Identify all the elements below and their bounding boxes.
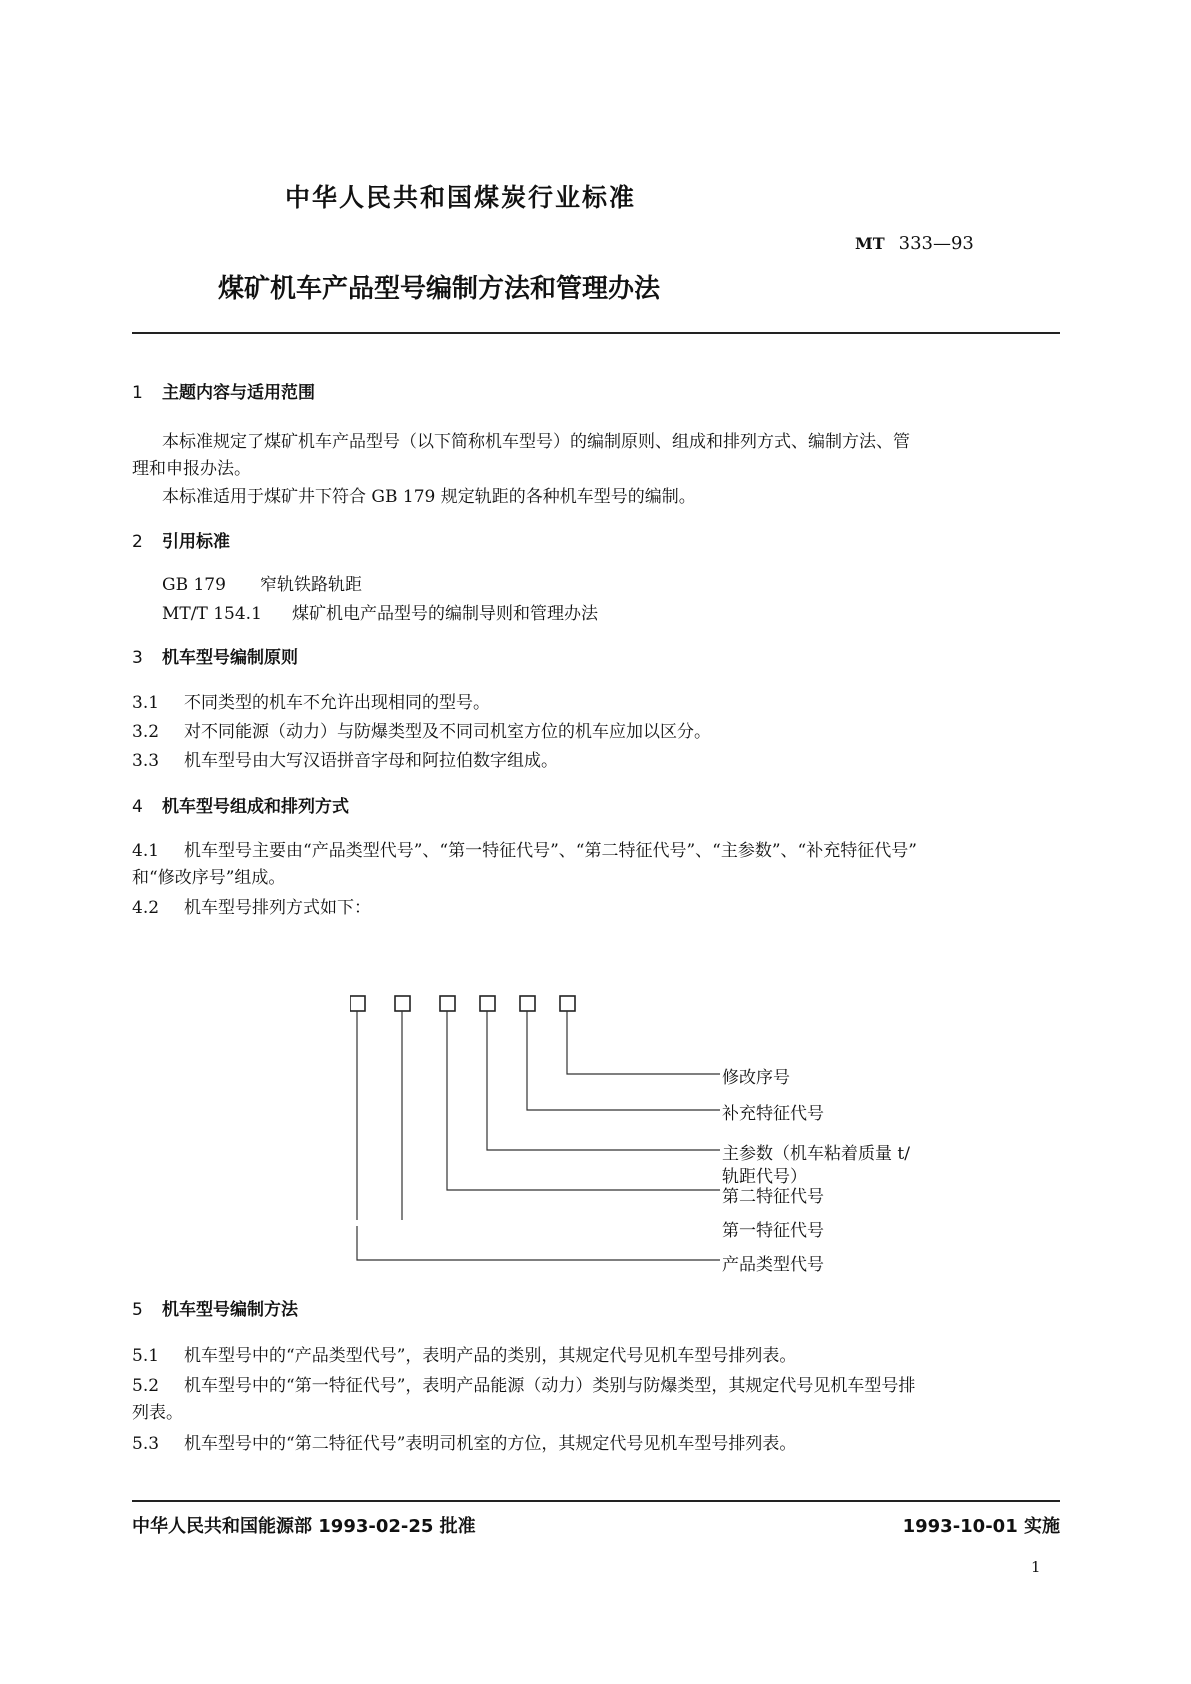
placeholder-box	[480, 996, 495, 1011]
clause-5-2-line1	[132, 1371, 915, 1396]
footer-divider	[132, 1500, 1060, 1502]
model-arrangement-diagram	[350, 990, 730, 1220]
diagram-label-revision: 修改序号	[722, 1068, 790, 1088]
reference-code: GB 179	[162, 575, 226, 595]
clause-number: 4.1	[132, 841, 160, 861]
reference-name: 窄轨铁路轨距	[260, 575, 362, 595]
clause-number: 5.3	[132, 1434, 160, 1454]
standard-code-number: 333—93	[898, 233, 974, 254]
reference-name: 煤矿机电产品型号的编制导则和管理办法	[292, 604, 598, 624]
diagram-label-main-parameter: 主参数（机车粘着质量 t/	[722, 1144, 910, 1164]
section-number: 1	[132, 383, 143, 403]
connector-line	[487, 1011, 720, 1150]
clause-number: 3.3	[132, 751, 160, 771]
clause-5-1	[132, 1341, 796, 1366]
section-number: 2	[132, 532, 143, 552]
section-title: 机车型号组成和排列方式	[162, 797, 349, 817]
header-divider	[132, 332, 1060, 334]
standard-code	[855, 233, 974, 254]
section-2-heading	[132, 527, 230, 552]
reference-item	[162, 599, 598, 624]
diagram-label-supplementary: 补充特征代号	[722, 1104, 824, 1124]
clause-number: 4.2	[132, 898, 160, 918]
clause-text: 机车型号由大写汉语拼音字母和阿拉伯数字组成。	[184, 751, 558, 771]
section-5-heading	[132, 1295, 298, 1320]
sec1-para2: 本标准适用于煤矿井下符合 GB 179 规定轨距的各种机车型号的编制。	[162, 487, 696, 507]
section-number: 3	[132, 648, 143, 668]
clause-text: 机车型号中的“产品类型代号”，表明产品的类别，其规定代号见机车型号排列表。	[184, 1346, 797, 1366]
clause-text: 机车型号排列方式如下：	[184, 898, 371, 918]
clause-3-2	[132, 717, 711, 742]
diagram-label-main-parameter-cont: 轨距代号）	[722, 1167, 807, 1187]
clause-number: 5.1	[132, 1346, 160, 1366]
clause-3-1	[132, 688, 490, 713]
clause-text: 对不同能源（动力）与防爆类型及不同司机室方位的机车应加以区分。	[184, 722, 711, 742]
clause-4-1-line2: 和“修改序号”组成。	[132, 868, 286, 888]
connector-line	[402, 1011, 720, 1220]
clause-3-3	[132, 746, 558, 771]
clause-text: 机车型号主要由“产品类型代号”、“第一特征代号”、“第二特征代号”、“主参数”、“补充特征代号”	[184, 841, 917, 861]
section-title: 机车型号编制方法	[162, 1300, 298, 1320]
section-number: 4	[132, 797, 143, 817]
clause-number: 3.2	[132, 722, 160, 742]
reference-item	[162, 570, 362, 595]
section-4-heading	[132, 792, 349, 817]
connector-line	[527, 1011, 720, 1110]
clause-4-1-line1	[132, 836, 917, 861]
connector-line	[447, 1011, 720, 1190]
placeholder-box	[440, 996, 455, 1011]
standard-category-heading: 中华人民共和国煤炭行业标准	[285, 183, 637, 212]
section-title: 机车型号编制原则	[162, 648, 298, 668]
connector-line	[567, 1011, 720, 1074]
section-title: 引用标准	[162, 532, 230, 552]
sec1-para1-line1: 本标准规定了煤矿机车产品型号（以下简称机车型号）的编制原则、组成和排列方式、编制方法、管	[162, 432, 910, 452]
sec1-para1-line2: 理和申报办法。	[132, 459, 251, 479]
diagram-label-product-type: 产品类型代号	[722, 1255, 824, 1275]
clause-text: 机车型号中的“第一特征代号”，表明产品能源（动力）类别与防爆类型，其规定代号见机车型号排	[184, 1376, 916, 1396]
section-title: 主题内容与适用范围	[162, 383, 315, 403]
diagram-label-second-feature: 第二特征代号	[722, 1187, 824, 1207]
section-3-heading	[132, 643, 298, 668]
document-title: 煤矿机车产品型号编制方法和管理办法	[218, 274, 661, 304]
section-1-heading	[132, 378, 315, 403]
connector-line	[357, 1226, 720, 1260]
effective-date: 1993-10-01 实施	[902, 1516, 1060, 1537]
clause-number: 5.2	[132, 1376, 160, 1396]
standard-code-prefix: MT	[855, 234, 885, 253]
placeholder-box	[395, 996, 410, 1011]
connector-line	[357, 1011, 720, 1220]
placeholder-box	[350, 996, 365, 1011]
clause-5-2-line2: 列表。	[132, 1403, 183, 1423]
approval-statement: 中华人民共和国能源部 1993-02-25 批准	[132, 1516, 476, 1537]
placeholder-box	[560, 996, 575, 1011]
diagram-continuation	[350, 1226, 720, 1266]
page-number: 1	[1031, 1558, 1041, 1576]
clause-4-2	[132, 893, 371, 918]
section-number: 5	[132, 1300, 143, 1320]
clause-text: 不同类型的机车不允许出现相同的型号。	[184, 693, 490, 713]
clause-text: 机车型号中的“第二特征代号”表明司机室的方位，其规定代号见机车型号排列表。	[184, 1434, 797, 1454]
placeholder-box	[520, 996, 535, 1011]
clause-5-3	[132, 1429, 796, 1454]
clause-number: 3.1	[132, 693, 160, 713]
reference-code: MT/T 154.1	[162, 604, 262, 624]
diagram-label-first-feature: 第一特征代号	[722, 1221, 824, 1241]
